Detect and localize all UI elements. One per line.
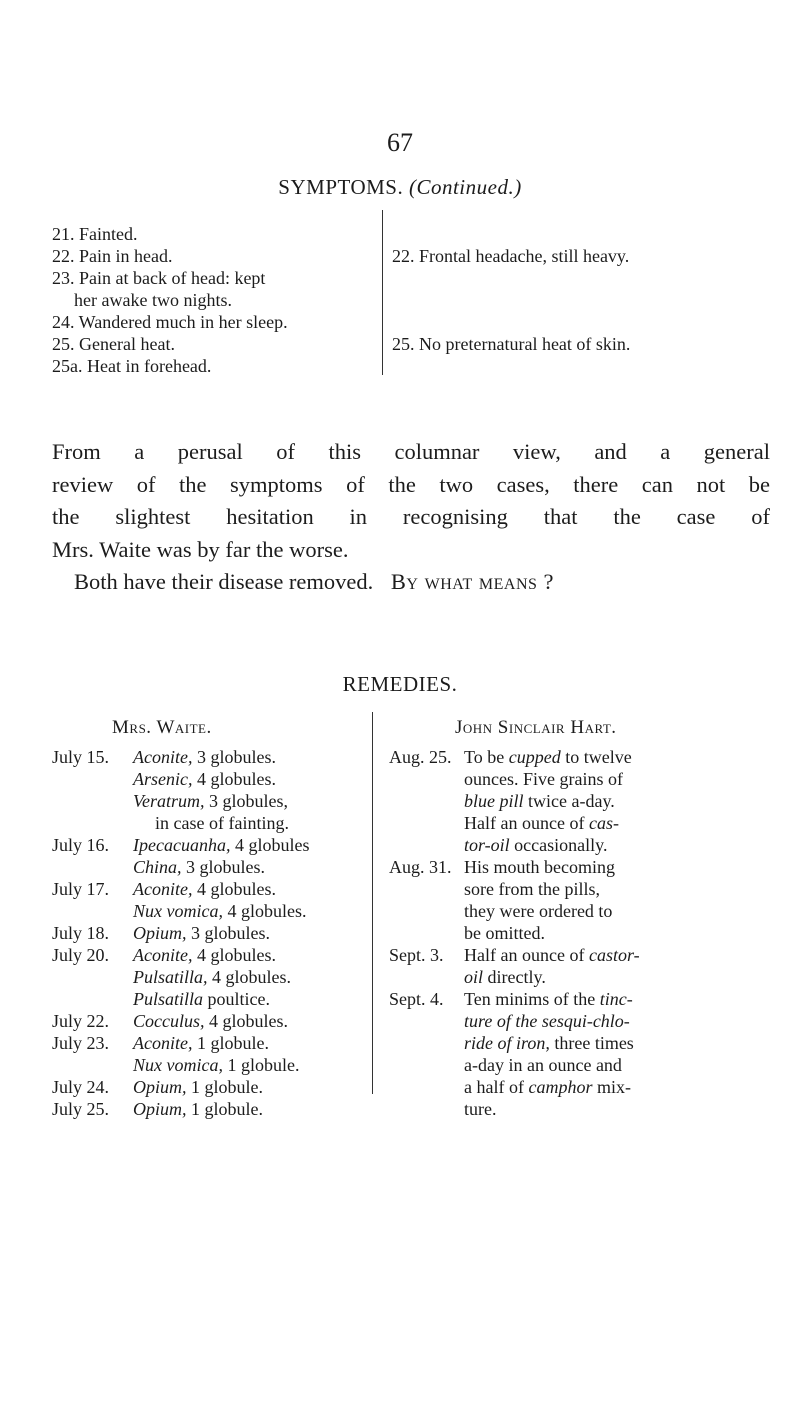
paragraph-line: From a perusal of this columnar view, and a general <box>52 439 770 464</box>
column-divider <box>382 210 383 375</box>
remedy-drug: China, <box>133 857 182 877</box>
symptoms-left-column <box>52 223 372 377</box>
remedy-drug: Aconite, <box>133 945 193 965</box>
remedy-text: sore from the pills, <box>464 879 600 899</box>
remedy-drug: tinc- <box>599 989 633 1009</box>
remedy-drug: Nux vomica, <box>133 1055 223 1075</box>
remedies-divider <box>372 712 373 1094</box>
remedy-entry <box>52 922 370 944</box>
remedy-text: directly. <box>483 967 546 987</box>
remedy-dose: 4 globules. <box>204 1011 288 1031</box>
remedies-right-column <box>389 746 779 1120</box>
remedy-drug: oil <box>464 967 484 987</box>
remedy-date: July 24. <box>52 1077 110 1097</box>
remedy-text: Half an ounce of <box>464 813 589 833</box>
remedy-text: ounces. Five grains of <box>464 769 623 789</box>
remedy-text: Ten minims of the <box>464 989 600 1009</box>
remedies-right-title: John Sinclair Hart. <box>455 717 617 738</box>
remedy-drug: cupped <box>508 747 561 767</box>
remedy-entry <box>52 746 370 834</box>
remedy-date: July 25. <box>52 1099 110 1119</box>
paragraph-line: Mrs. Waite was by far the worse. <box>52 536 349 562</box>
paragraph-question-smallcaps: By what means ? <box>390 569 555 594</box>
symptoms-heading <box>0 175 800 200</box>
remedy-text: three times <box>549 1033 634 1053</box>
remedy-text: they were ordered to <box>464 901 613 921</box>
remedy-date: July 23. <box>52 1033 110 1053</box>
symptom-line: 21. Fainted. <box>52 224 138 244</box>
remedy-text: occasionally. <box>509 835 608 855</box>
symptom-line: 23. Pain at back of head: kept <box>52 268 266 288</box>
remedy-date: July 15. <box>52 747 110 767</box>
remedies-left-title: Mrs. Waite. <box>112 717 212 738</box>
remedy-text: mix- <box>592 1077 631 1097</box>
symptoms-title: SYMPTOMS. <box>278 175 404 199</box>
paragraph-line: review of the symptoms of the two cases, there can not be <box>52 471 770 497</box>
paragraph-question: Both have their disease removed. <box>74 569 374 594</box>
paragraph-last-line <box>52 566 770 599</box>
remedy-date: Sept. 4. <box>389 989 444 1009</box>
remedy-drug: Aconite, <box>133 1033 193 1053</box>
remedy-text: be omitted. <box>464 923 545 943</box>
remedy-entry <box>389 746 779 856</box>
remedy-dose: 1 globule. <box>192 1033 269 1053</box>
remedy-dose: 3 globules, <box>204 791 288 811</box>
remedy-drug: cas- <box>588 813 619 833</box>
remedy-entry <box>389 856 779 944</box>
symptom-line: 25. General heat. <box>52 334 175 354</box>
remedy-entry <box>52 1076 370 1098</box>
remedy-dose: 4 globules. <box>222 901 307 921</box>
symptoms-right-column-lower <box>392 333 772 355</box>
remedy-note: in case of fainting. <box>155 813 289 833</box>
paragraph-line: the slightest hesitation in recognising that the case of <box>52 504 770 529</box>
remedy-entry <box>52 944 370 1010</box>
remedy-drug: Opium, <box>133 1077 187 1097</box>
remedy-text: to twelve <box>560 747 632 767</box>
remedy-entry <box>389 988 779 1120</box>
remedy-drug: tor-oil <box>464 835 510 855</box>
remedy-dose: 3 globules. <box>186 923 270 943</box>
remedy-dose: 3 globules. <box>192 747 276 767</box>
remedy-date: July 16. <box>52 835 110 855</box>
remedy-drug: Nux vomica, <box>133 901 223 921</box>
remedy-dose: 3 globules. <box>181 857 266 877</box>
remedy-drug: camphor <box>528 1077 593 1097</box>
remedy-drug: Veratrum, <box>133 791 205 811</box>
symptoms-continued: (Continued.) <box>408 175 522 199</box>
remedy-entry <box>389 944 779 988</box>
remedy-drug: ture of the sesqui-chlo- <box>464 1011 630 1031</box>
remedy-drug: Aconite, <box>133 879 193 899</box>
remedy-date: Aug. 25. <box>389 747 452 767</box>
remedy-drug: Opium, <box>133 923 187 943</box>
remedy-entry <box>52 1010 370 1032</box>
remedy-drug: Pulsatilla, <box>133 967 208 987</box>
remedy-date: Aug. 31. <box>389 857 452 877</box>
remedy-dose: 4 globules <box>230 835 310 855</box>
remedy-entry <box>52 1032 370 1076</box>
remedy-entry <box>52 1098 370 1120</box>
remedy-date: July 22. <box>52 1011 110 1031</box>
remedy-entry <box>52 834 370 878</box>
remedy-drug: Pulsatilla <box>133 989 204 1009</box>
remedy-drug: Aconite, <box>133 747 193 767</box>
body-paragraph <box>52 436 770 599</box>
symptom-line: her awake two nights. <box>74 290 232 310</box>
remedy-dose: 1 globule. <box>186 1077 263 1097</box>
remedy-text: a-day in an ounce and <box>464 1055 622 1075</box>
symptom-line: 25. No preternatural heat of skin. <box>392 334 631 354</box>
remedy-dose: 4 globules. <box>207 967 292 987</box>
symptom-line: 25a. Heat in forehead. <box>52 356 212 376</box>
remedy-text: a half of <box>464 1077 529 1097</box>
remedy-date: Sept. 3. <box>389 945 444 965</box>
remedy-dose: poultice. <box>203 989 270 1009</box>
symptom-line: 24. Wandered much in her sleep. <box>52 312 288 332</box>
remedy-drug: blue pill <box>464 791 524 811</box>
remedy-date: July 20. <box>52 945 110 965</box>
remedy-dose: 1 globule. <box>222 1055 300 1075</box>
remedy-date: July 17. <box>52 879 110 899</box>
symptoms-right-column <box>392 245 772 267</box>
remedy-date: July 18. <box>52 923 110 943</box>
remedy-drug: Cocculus, <box>133 1011 205 1031</box>
remedy-dose: 1 globule. <box>186 1099 263 1119</box>
page-number: 67 <box>387 128 413 157</box>
remedy-drug: Arsenic, <box>133 769 193 789</box>
remedy-dose: 4 globules. <box>192 769 276 789</box>
remedy-text: twice a-day. <box>523 791 615 811</box>
remedy-drug: ride of iron, <box>464 1033 550 1053</box>
remedy-text: To be <box>464 747 509 767</box>
remedy-text: His mouth becoming <box>464 857 615 877</box>
symptom-line: 22. Frontal headache, still heavy. <box>392 246 630 266</box>
remedy-entry <box>52 878 370 922</box>
symptom-line: 22. Pain in head. <box>52 246 173 266</box>
remedies-heading: REMEDIES. <box>342 672 458 696</box>
remedies-left-column <box>52 746 370 1120</box>
remedy-drug: Opium, <box>133 1099 187 1119</box>
remedy-text: ture. <box>464 1099 497 1119</box>
remedy-text: Half an ounce of <box>464 945 589 965</box>
remedy-drug: Ipecacuanha, <box>133 835 231 855</box>
remedy-drug: castor- <box>588 945 640 965</box>
remedy-dose: 4 globules. <box>192 879 276 899</box>
remedy-dose: 4 globules. <box>192 945 276 965</box>
